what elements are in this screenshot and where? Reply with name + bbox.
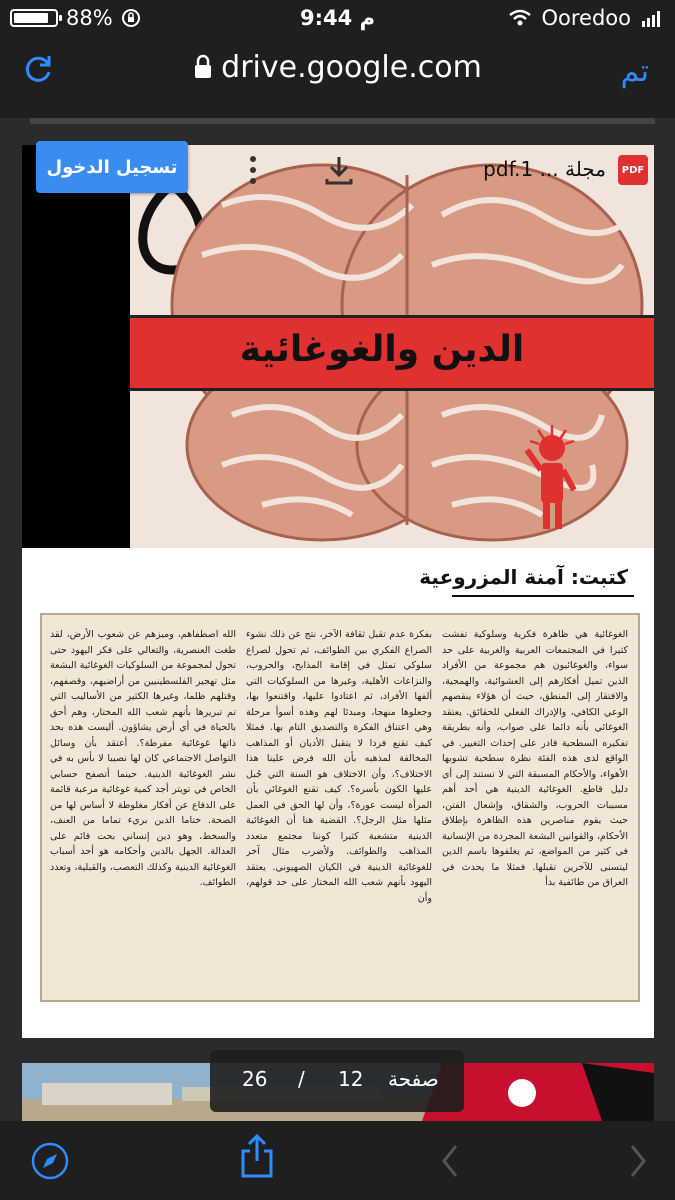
url-field[interactable] (0, 50, 675, 85)
status-bar (0, 0, 675, 36)
battery-percent: 88% (66, 6, 113, 30)
viewer-top-divider (30, 118, 655, 124)
sign-in-button[interactable]: تسجيل الدخول (36, 141, 188, 193)
carrier-name: Ooredoo (541, 6, 631, 30)
wifi-icon (508, 9, 532, 27)
file-name: مجلة ... pdf.1 (483, 157, 606, 181)
article-column-2: بفكرة عدم تقبل ثقافة الآخر، نتج عن ذلك نشوء الصراع الفكري بين الطوائف، ثم تحول لصراع سلوكي تمثل في إقامة المذابح، والحروب، والنزاعات الأهلية، وغيرها من السلوكيات التي ألفها الأفراد، ثم اعتادوا عليها، واقتنعوا بها، وجعلوها منهجا، ومبدئا لهم وهذه أسوأ مرحلة وهي اعتناق الفكرة والتصديق التام بها. فمثلا كيف تقنع فردا لا يتقبل الأديان أو المذاهب المخالفة لمذهبه بأن الله فرض علينا هذا الاختلاف؟، وأن الاختلاف هو السنة التي جُبل عليها الكون بأسره؟. كيف تقنع الغوغائي بأن المرأة ليست عورة؟، وأن لها الحق في العمل مثلها مثل الرجل؟. القضية هنا أن الغوغائية الدينية متشعبة كثيرا كوننا مجتمع متعدد المذاهب والطوائف. ولأضرب مثال آخر للغوغائية الدينية في الكيان الصهيوني. يعتقد اليهود بأنهم شعب الله المختار على حد قولهم، وأن (246, 629, 432, 904)
current-page: 12 (338, 1067, 364, 1091)
lock-icon (193, 54, 213, 80)
url-text: drive.google.com (221, 50, 482, 85)
article-author: كتبت: آمنة المزروعية (419, 565, 628, 589)
article-hero-illustration (22, 145, 654, 548)
pdf-file-icon: PDF (618, 155, 648, 185)
article-headline: الدين والغوغائية (239, 329, 525, 370)
download-icon[interactable] (322, 153, 356, 187)
page-separator: / (298, 1067, 305, 1091)
page-indicator (210, 1050, 464, 1112)
pdf-page (22, 145, 654, 1038)
browser-address-bar (0, 36, 675, 118)
share-icon[interactable] (238, 1133, 276, 1179)
article-column-3: الله اصطفاهم، وميزهم عن شعوب الأرض، لقد طغت العنصرية، والتعالي على فكر اليهود حتى تحول لمجموعة من السلوكيات الغوغائية البشعة مثل تهجير الفلسطينيين من أراضيهم، وقصفهم، وقتلهم ظلما، وغيرها الكثير من الأساليب التي تم تبريرها بأنهم شعب الله المختار، وهم أحق بالحياة في أي أرض يشاؤون. أليست هذه بحد ذاتها غوغائية مفرطة؟. أعتقد بأن وسائل التواصل الاجتماعي كان لها نصيبا لا بأس به في نشر الغوغائية الدينية. حينما أتصفح حسابي الخاص في تويتر أجد كمية غوغائية مرعبة قائمة على الدفاع عن أفكار مغلوطة لا أساس لها من الصحة. ختاما الدين بريء تماما من العنف، والسخط، وهو دين إنساني بحت قائم على العدالة. الجهل بالدين وأحكامه هو أحد أسباب الغوغائية الدينية وكذلك التعصب، والقبلية، وتعدد الطوائف. (50, 629, 236, 888)
page-label: صفحة (388, 1067, 439, 1091)
done-button[interactable]: تم (620, 54, 649, 89)
more-vert-icon[interactable] (246, 153, 260, 187)
signal-icon (641, 9, 663, 27)
pdf-viewer-header (22, 145, 654, 197)
chevron-right-icon[interactable] (628, 1143, 648, 1179)
author-underline (452, 595, 634, 597)
article-column-1: الغوغائية هي ظاهرة فكرية وسلوكية تفشت كثيرا في المجتمعات العربية والغربية على حد سواء، والغوغائيون هم مجموعة من الأفراد الذين تميل أفكارهم إلى العشوائية، والهمجية، والافتقار إلى المنطق، حيث أن هؤلاء ينقصهم الوعي الكافي، والإدراك الفعلي للحقائق. يعتقد الغوغائي بأنه دائما على صواب، وأنه بطريقة تفكيره السطحية قادر على إحداث التغيير. في الواقع لدى هذه الفئة نظرة سطحية تشوبها الأهواء، والأحكام المسبقة التي لا تستند إلى أي دليل قاطع. الغوغائية الدينية هي أحد أهم مسببات الحروب، والشقاق، وإشعال الفتن، حيث يقوم مناصرين هذه الظاهرة بإطلاق الأحكام، والقوانين البشعة المجردة من الإنسانية في كثير من المواضع، ثم يغلفوها باسم الدين ليتسنى للآخرين تقبلها. فمثلا ما يحدث في العراق من طائفية بدأ (442, 629, 628, 888)
chevron-left-icon[interactable] (440, 1143, 460, 1179)
total-pages: 26 (242, 1067, 268, 1091)
compass-icon[interactable] (30, 1141, 70, 1181)
article-body (40, 613, 640, 1002)
browser-toolbar (0, 1121, 675, 1200)
clock: 9:44 م (300, 6, 375, 30)
